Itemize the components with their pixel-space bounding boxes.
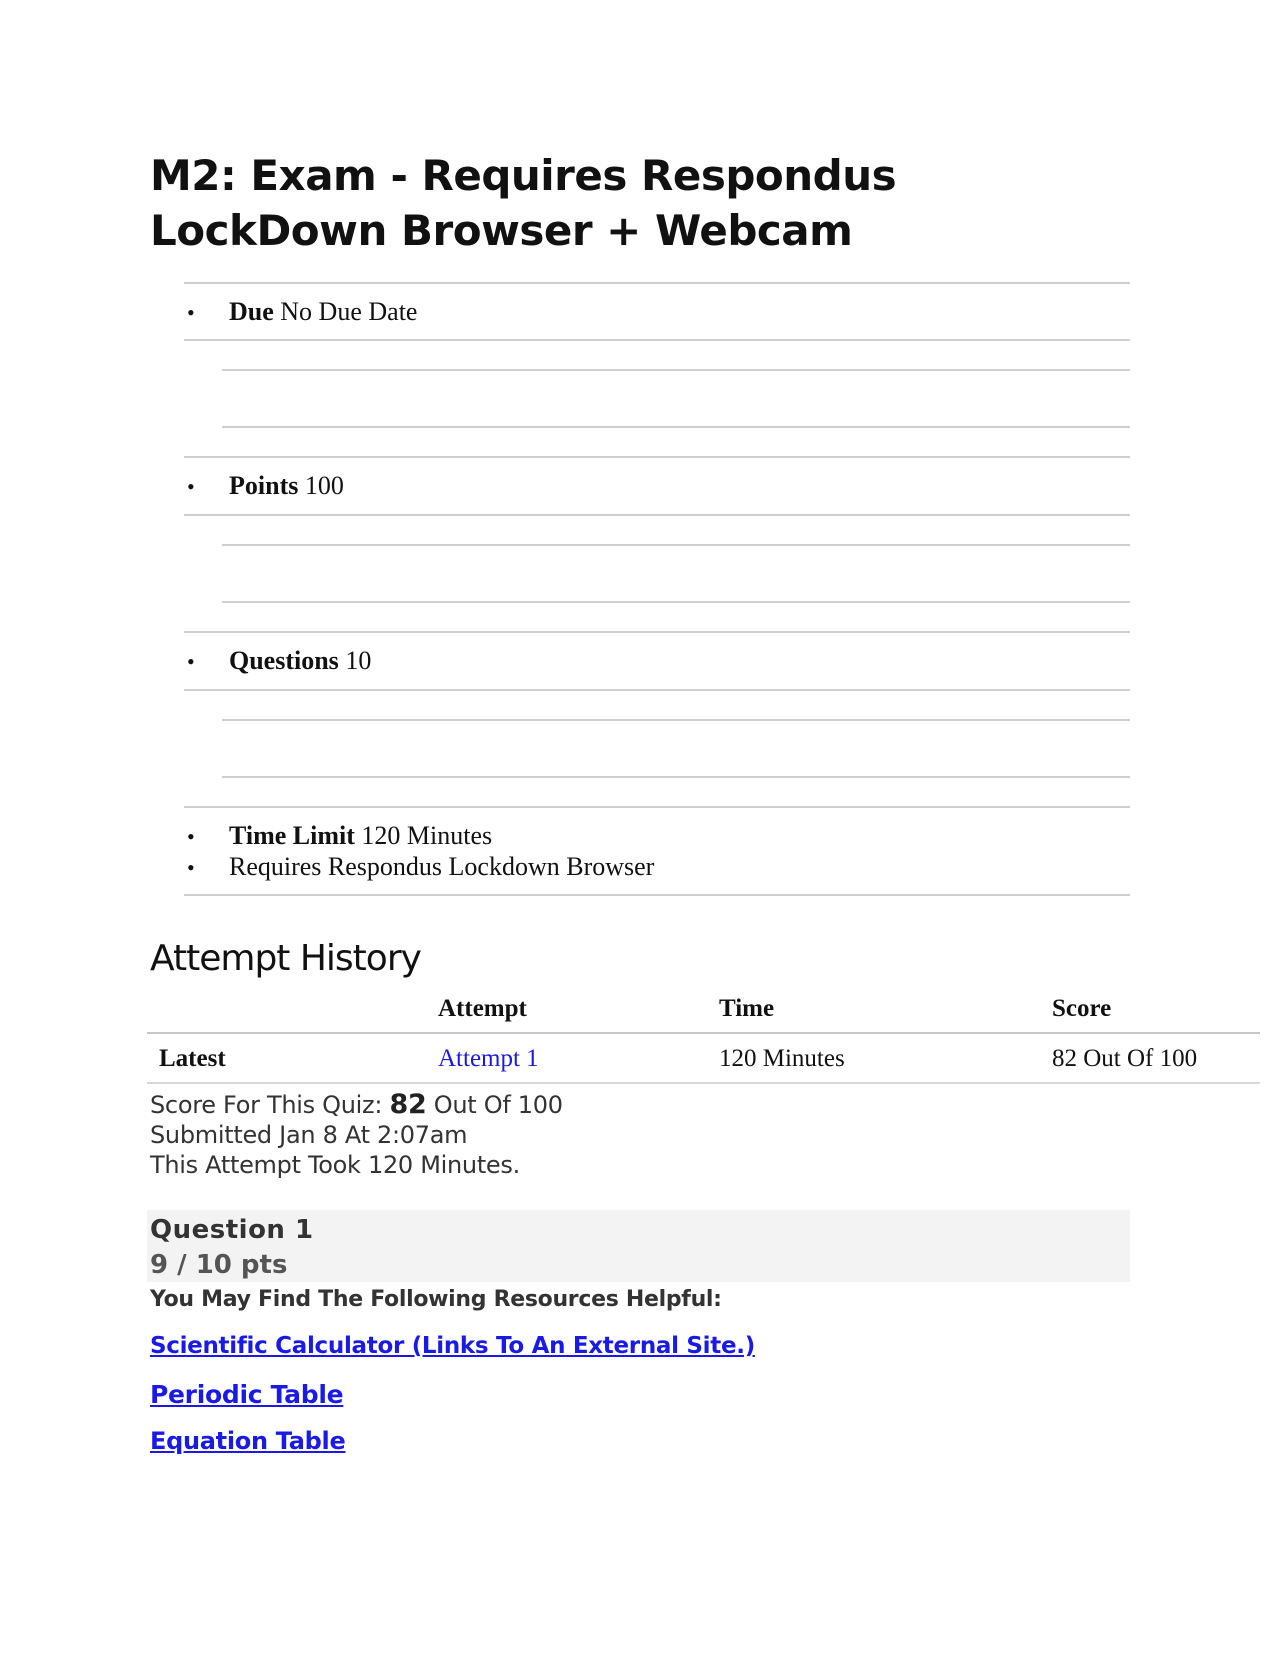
divider [184, 689, 1130, 691]
score-summary [150, 1089, 563, 1120]
resources-heading: You May Find The Following Resources Helpful: [150, 1287, 722, 1312]
score-value: 82 [389, 1089, 427, 1120]
bullet-icon: • [187, 649, 195, 674]
questions-label: Questions [229, 646, 339, 675]
score-prefix: Score For This Quiz: [150, 1091, 383, 1119]
detail-points [184, 470, 344, 503]
detail-time-limit [184, 820, 492, 853]
divider [222, 776, 1130, 778]
equation-table-link[interactable]: Equation Table [150, 1427, 346, 1455]
attempt-history-title: Attempt History [150, 938, 421, 979]
detail-questions [184, 645, 371, 678]
question-title: Question 1 [150, 1215, 314, 1245]
bullet-icon: • [187, 300, 195, 325]
score-suffix: Out Of 100 [433, 1091, 563, 1119]
latest-label: Latest [159, 1045, 226, 1072]
due-value: No Due Date [280, 297, 418, 326]
table-row-divider [147, 1082, 1260, 1084]
attempt-duration: This Attempt Took 120 Minutes. [150, 1151, 520, 1179]
points-value: 100 [304, 471, 344, 500]
divider [222, 544, 1130, 546]
divider [222, 601, 1130, 603]
question-points: 9 / 10 pts [150, 1250, 288, 1280]
divider [184, 894, 1130, 896]
page-title: M2: Exam - Requires Respondus LockDown Browser + Webcam [150, 151, 897, 255]
column-header-time: Time [719, 995, 775, 1022]
divider [222, 369, 1130, 371]
table-header-divider [147, 1032, 1260, 1034]
scientific-calculator-link[interactable]: Scientific Calculator (Links To An External Site.) [150, 1333, 755, 1359]
submitted-time: Submitted Jan 8 At 2:07am [150, 1121, 468, 1149]
divider [184, 456, 1130, 458]
attempt-score: 82 Out Of 100 [1052, 1045, 1198, 1072]
divider [184, 282, 1130, 284]
attempt-time: 120 Minutes [719, 1045, 845, 1072]
bullet-icon: • [187, 855, 195, 880]
column-header-score: Score [1052, 995, 1112, 1022]
divider [222, 719, 1130, 721]
divider [222, 426, 1130, 428]
divider [184, 514, 1130, 516]
questions-value: 10 [345, 646, 372, 675]
divider [184, 806, 1130, 808]
detail-lockdown [184, 851, 654, 884]
time-limit-label: Time Limit [229, 821, 355, 850]
periodic-table-link[interactable]: Periodic Table [150, 1380, 344, 1409]
due-label: Due [229, 297, 274, 326]
divider [184, 631, 1130, 633]
points-label: Points [229, 471, 299, 500]
divider [184, 339, 1130, 341]
attempt-1-link[interactable]: Attempt 1 [438, 1045, 539, 1072]
bullet-icon: • [187, 474, 195, 499]
column-header-attempt: Attempt [438, 995, 527, 1022]
detail-due [184, 296, 417, 329]
time-limit-value: 120 Minutes [361, 821, 493, 850]
bullet-icon: • [187, 824, 195, 849]
lockdown-note: Requires Respondus Lockdown Browser [229, 852, 655, 881]
